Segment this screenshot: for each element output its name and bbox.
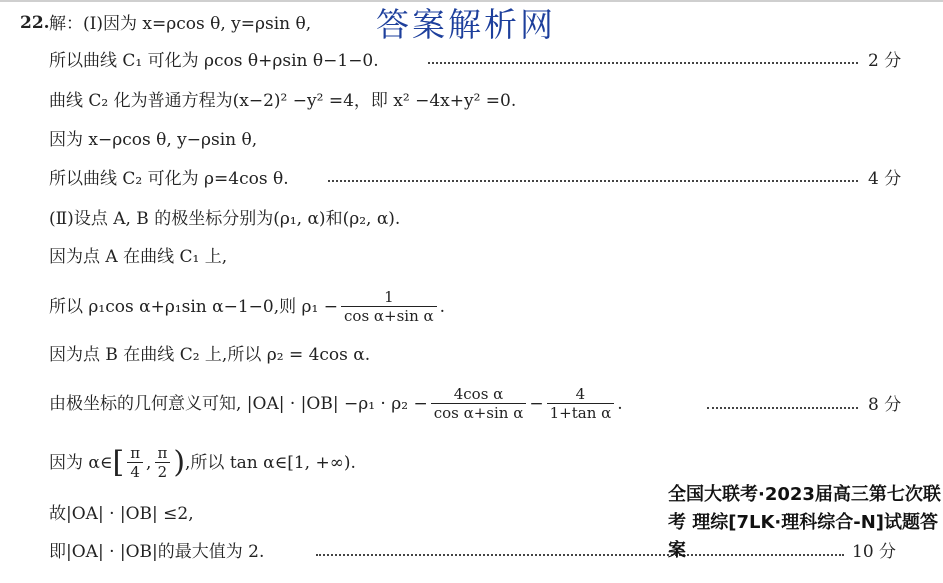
left-bracket: [ <box>112 444 125 480</box>
solution-line-1: 解：(Ⅰ)因为 x=ρcos θ, y=ρsin θ, <box>49 14 312 34</box>
solution-line-10-text: 由极坐标的几何意义可知, |OA| · |OB| −ρ₁ · ρ₂ − <box>49 393 428 414</box>
fraction-product-1 <box>431 385 527 422</box>
fraction-rho1-denominator: cos α+sin α <box>341 306 437 325</box>
fraction-pi2-numerator: π <box>157 444 168 462</box>
fraction-product-2-denominator: 1+tan α <box>547 403 615 422</box>
right-paren: ) <box>173 444 186 480</box>
question-number: 22. <box>20 13 50 33</box>
score-1: 2 分 <box>868 51 902 71</box>
solution-line-4: 因为 x−ρcos θ, y−ρsin θ, <box>49 130 258 150</box>
solution-line-8 <box>49 288 903 325</box>
solution-line-12: 故|OA| · |OB| ≤2, <box>49 504 194 524</box>
watermark-bottom: 全国大联考·2023届高三第七次联考 理综[7LK·理科综合-N]试题答案 <box>668 484 941 561</box>
fraction-product-1-denominator: cos α+sin α <box>431 403 527 422</box>
fraction-rho1 <box>341 288 437 325</box>
solution-line-11-text: 因为 α∈ <box>49 452 113 473</box>
fraction-pi4-denominator: 4 <box>127 462 143 481</box>
solution-line-8-text: 所以 ρ₁cos α+ρ₁sin α−1−0,则 ρ₁ − <box>49 296 339 317</box>
solution-line-6: (Ⅱ)设点 A, B 的极坐标分别为(ρ₁, α)和(ρ₂, α). <box>49 209 401 229</box>
fraction-product-1-numerator: 4cos α <box>453 385 504 403</box>
solution-line-8-end: . <box>439 296 446 317</box>
fraction-product-2 <box>547 385 615 422</box>
fraction-rho1-numerator: 1 <box>384 288 394 306</box>
solution-line-9: 因为点 B 在曲线 C₂ 上,所以 ρ₂ = 4cos α. <box>49 345 371 365</box>
solution-line-3: 曲线 C₂ 化为普通方程为(x−2)² −y² =4，即 x² −4x+y² =0. <box>49 91 517 111</box>
minus-sign: − <box>529 393 544 414</box>
fraction-product-2-numerator: 4 <box>575 385 586 403</box>
solution-line-10-end: . <box>617 393 623 414</box>
fraction-pi-over-2 <box>154 444 170 481</box>
leader-dots-1 <box>428 60 858 64</box>
fraction-pi4-numerator: π <box>130 444 141 462</box>
solution-line-13: 即|OA| · |OB|的最大值为 2. <box>49 542 265 562</box>
fraction-pi2-denominator: 2 <box>155 462 171 481</box>
solution-line-10 <box>49 385 903 422</box>
comma: , <box>146 452 152 473</box>
solution-line-11 <box>49 444 903 481</box>
leader-dots-2 <box>328 178 858 182</box>
top-rule <box>0 0 943 2</box>
solution-line-2: 所以曲线 C₁ 可化为 ρcos θ+ρsin θ−1−0. <box>49 51 379 71</box>
solution-line-11-end: ,所以 tan α∈[1, +∞). <box>185 452 356 473</box>
score-4: 10 分 <box>852 542 897 562</box>
solution-line-5: 所以曲线 C₂ 可化为 ρ=4cos θ. <box>49 169 289 189</box>
score-3: 8 分 <box>868 395 902 415</box>
watermark-top: 答案解析网 <box>376 5 556 44</box>
fraction-pi-over-4 <box>127 444 143 481</box>
score-2: 4 分 <box>868 169 902 189</box>
leader-dots-3 <box>707 405 858 409</box>
solution-line-7: 因为点 A 在曲线 C₁ 上, <box>49 247 228 267</box>
